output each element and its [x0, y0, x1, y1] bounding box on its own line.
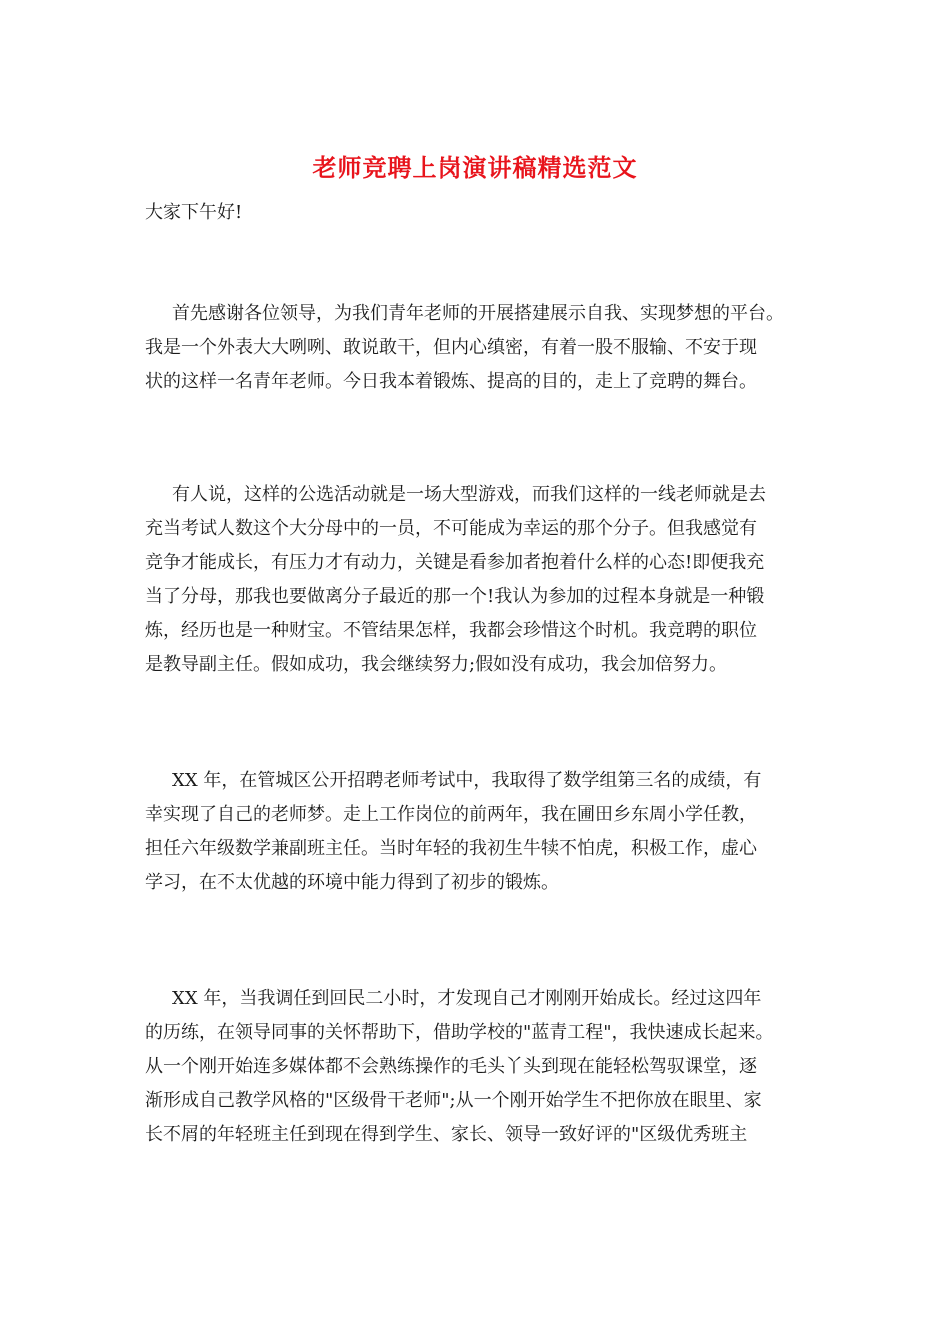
paragraph-line: 担任六年级数学兼副班主任。当时年轻的我初生牛犊不怕虎，积极工作，虚心	[145, 838, 757, 859]
paragraph-2	[145, 478, 825, 682]
paragraph-1	[145, 297, 825, 399]
paragraph-line: 当了分母，那我也要做离分子最近的那一个!我认为参加的过程本身就是一种锻	[145, 586, 765, 607]
paragraph-line: 有人说，这样的公选活动就是一场大型游戏，而我们这样的一线老师就是去	[172, 484, 766, 505]
paragraph-3	[145, 764, 825, 900]
paragraph-line: 的历练，在领导同事的关怀帮助下，借助学校的"蓝青工程"，我快速成长起来。	[145, 1022, 774, 1043]
paragraph-line: 我是一个外表大大咧咧、敢说敢干，但内心缜密，有着一股不服输、不安于现	[145, 337, 757, 358]
paragraph-line: 首先感谢各位领导，为我们青年老师的开展搭建展示自我、实现梦想的平台。	[172, 303, 784, 324]
paragraph-line: 学习，在不太优越的环境中能力得到了初步的锻炼。	[145, 872, 559, 893]
paragraph-line: 炼，经历也是一种财宝。不管结果怎样，我都会珍惜这个时机。我竞聘的职位	[145, 620, 757, 641]
paragraph-line: 竞争才能成长，有压力才有动力，关键是看参加者抱着什么样的心态!即便我充	[145, 552, 765, 573]
paragraph-4	[145, 982, 825, 1152]
paragraph-line: XX 年，当我调任到回民二小时，才发现自己才刚刚开始成长。经过这四年	[172, 988, 762, 1009]
paragraph-line: 状的这样一名青年老师。今日我本着锻炼、提高的目的，走上了竞聘的舞台。	[145, 371, 757, 392]
paragraph-line: XX 年，在管城区公开招聘老师考试中，我取得了数学组第三名的成绩，有	[172, 770, 762, 791]
paragraph-line: 渐形成自己教学风格的"区级骨干老师";从一个刚开始学生不把你放在眼里、家	[145, 1090, 762, 1111]
paragraph-line: 从一个刚开始连多媒体都不会熟练操作的毛头丫头到现在能轻松驾驭课堂，逐	[145, 1056, 757, 1077]
paragraph-line: 长不屑的年轻班主任到现在得到学生、家长、领导一致好评的"区级优秀班主	[145, 1124, 748, 1145]
document-title: 老师竞聘上岗演讲稿精选范文	[312, 153, 638, 182]
greeting-text: 大家下午好!	[145, 202, 243, 223]
paragraph-line: 充当考试人数这个大分母中的一员，不可能成为幸运的那个分子。但我感觉有	[145, 518, 757, 539]
paragraph-line: 是教导副主任。假如成功，我会继续努力;假如没有成功，我会加倍努力。	[145, 654, 728, 675]
paragraph-line: 幸实现了自己的老师梦。走上工作岗位的前两年，我在圃田乡东周小学任教，	[145, 804, 757, 825]
